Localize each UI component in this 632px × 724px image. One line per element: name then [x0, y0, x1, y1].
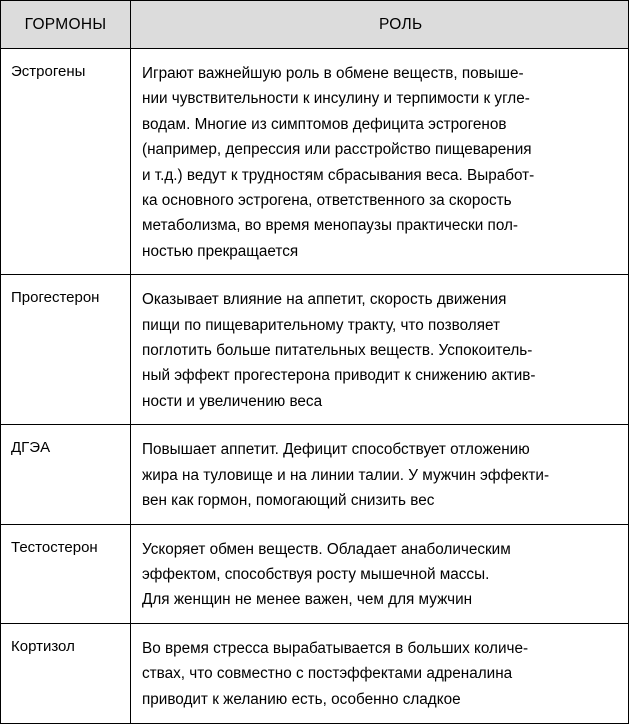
hormone-role-cell — [131, 275, 629, 425]
role-text-line: нии чувствительности к инсулину и терпимости к угле- — [142, 90, 530, 108]
role-text-line: Играют важнейшую роль в обмене веществ, повыше- — [142, 65, 524, 82]
role-text-line: водам. Многие из симптомов дефицита эстрогенов — [142, 115, 507, 133]
role-text-line: ка основного эстрогена, ответственного за скорость — [142, 192, 512, 210]
hormone-name-cell: Кортизол — [1, 623, 131, 723]
hormone-role-cell — [131, 623, 629, 723]
role-text-line: ности и увеличению веса — [142, 392, 323, 410]
hormone-name-cell: Эстрогены — [1, 49, 131, 275]
hormone-name-cell: Прогестерон — [1, 275, 131, 425]
role-text-line: ностью прекращается — [142, 242, 299, 260]
table-row — [1, 623, 629, 723]
role-text-line: ный эффект прогестерона приводит к снижению актив- — [142, 367, 536, 385]
role-text-line: эффектом, способствуя росту мышечной массы. — [142, 565, 490, 583]
role-text-line: ствах, что совместно с постэффектами адреналина — [142, 665, 513, 683]
column-header-role: РОЛЬ — [131, 1, 629, 49]
table-row — [1, 275, 629, 425]
role-text-line: и т.д.) ведут к трудностям сбрасывания веса. Выработ- — [142, 166, 535, 184]
hormone-role-cell — [131, 49, 629, 275]
role-text-line: пищи по пищеварительному тракту, что позволяет — [142, 316, 500, 334]
role-text-line: жира на туловище и на линии талии. У мужчин эффекти- — [142, 466, 550, 484]
table-body — [1, 49, 629, 724]
role-text-line: Оказывает влияние на аппетит, скорость движения — [142, 291, 507, 309]
role-text-line: Для женщин не менее важен, чем для мужчин — [142, 591, 473, 609]
role-text-line: (например, депрессия или расстройство пищеварения — [142, 141, 532, 159]
table-row — [1, 524, 629, 623]
role-text-line: Повышает аппетит. Дефицит способствует отложению — [142, 441, 530, 459]
role-text-line: Во время стресса вырабатывается в больших количе- — [142, 639, 529, 657]
table-header-row — [1, 1, 629, 49]
role-text-line: поглотить больше питательных веществ. Успокоитель- — [142, 342, 533, 360]
table-row — [1, 49, 629, 275]
hormone-role-cell — [131, 425, 629, 524]
hormone-name-cell: ДГЭА — [1, 425, 131, 524]
table-header — [1, 1, 629, 49]
hormone-role-cell — [131, 524, 629, 623]
hormone-name-cell: Тестостерон — [1, 524, 131, 623]
role-text-line: метаболизма, во время менопаузы практически пол- — [142, 217, 519, 235]
role-text-line: вен как гормон, помогающий снизить вес — [142, 492, 435, 510]
role-text-line: Ускоряет обмен веществ. Обладает анаболическим — [142, 540, 511, 558]
role-text-line: приводит к желанию есть, особенно сладкое — [142, 690, 461, 708]
table-row — [1, 425, 629, 524]
column-header-hormones: ГОРМОНЫ — [1, 1, 131, 49]
